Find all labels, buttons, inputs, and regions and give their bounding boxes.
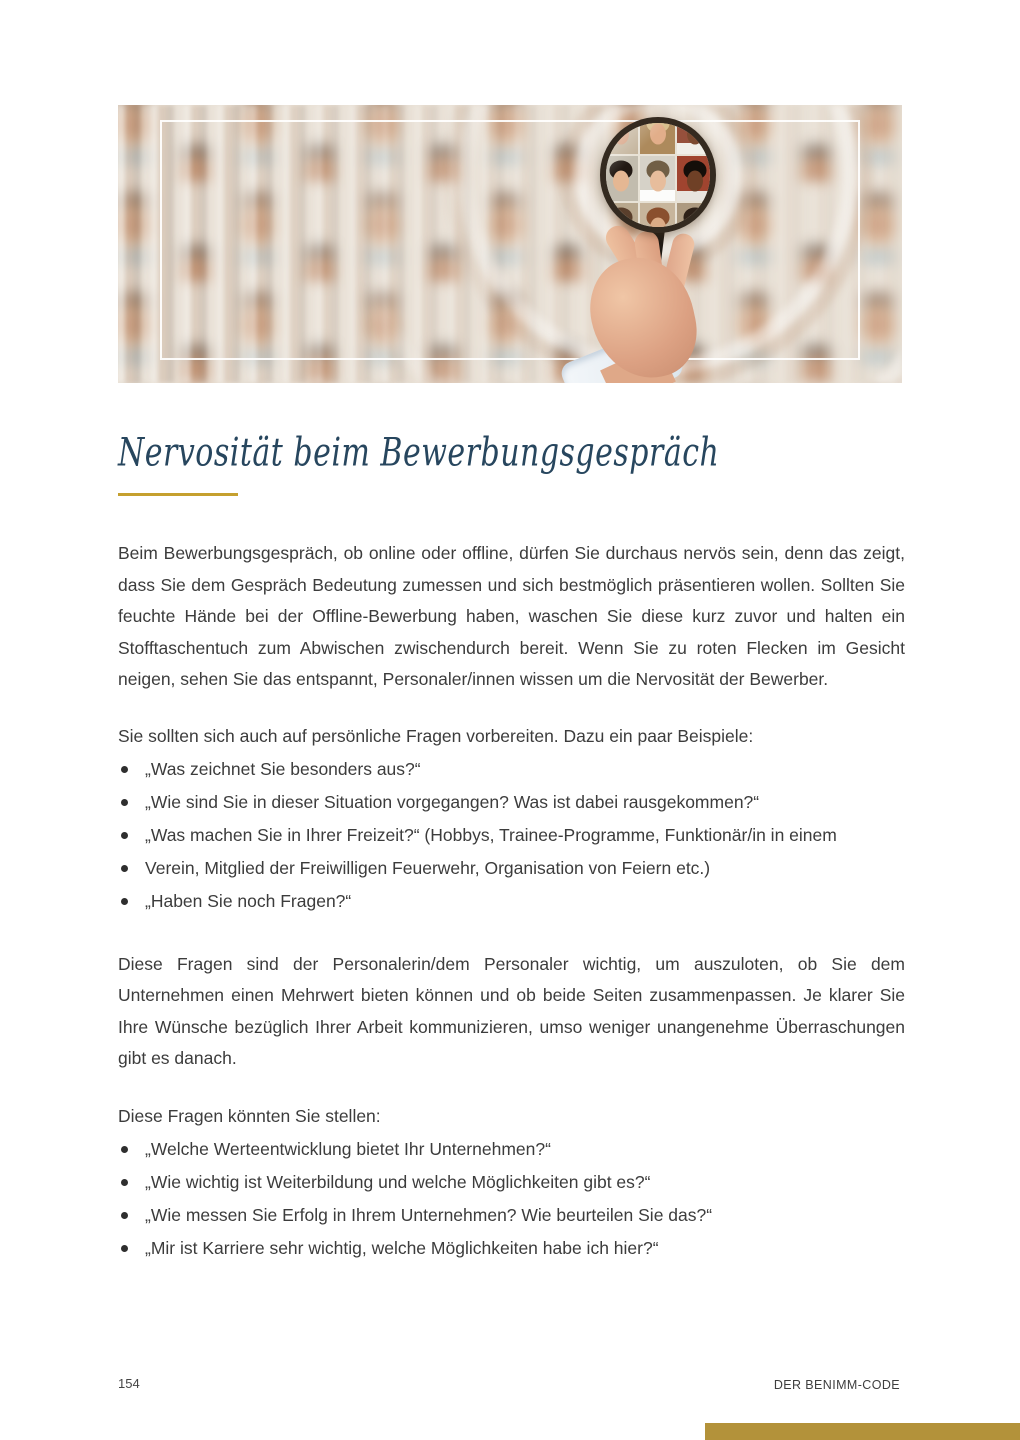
list-item: „Mir ist Karriere sehr wichtig, welche Möglichkeiten habe ich hier?“ bbox=[118, 1232, 905, 1265]
own-questions-list bbox=[118, 1133, 905, 1265]
title-underline bbox=[118, 493, 238, 496]
hero-photo bbox=[118, 105, 902, 383]
list-item: „Haben Sie noch Fragen?“ bbox=[118, 885, 905, 918]
personal-questions-list bbox=[118, 753, 905, 918]
paragraph-nervousness: Beim Bewerbungsgespräch, ob online oder offline, dürfen Sie durchaus nervös sein, denn das zeigt, dass Sie dem Gespräch Bedeutung zumessen und sich bestmöglich präsentieren wollen. Sollten Sie feuchte Hände bei der Offline-Bewerbung haben, waschen Sie diese kurz zuvor und halten ein Stofftaschentuch zum Abwischen zwischendurch bereit. Wenn Sie zu roten Flecken im Gesicht neigen, sehen Sie das entspannt, Personaler/innen wissen um die Nervosität der Bewerber. bbox=[118, 543, 905, 690]
list-item: „Wie wichtig ist Weiterbildung und welche Möglichkeiten gibt es?“ bbox=[118, 1166, 905, 1199]
glass-shine bbox=[606, 123, 710, 227]
list-item: „Wie messen Sie Erfolg in Ihrem Unternehmen? Wie beurteilen Sie das?“ bbox=[118, 1199, 905, 1232]
page-title: Nervosität beim Bewerbungsgespräch bbox=[118, 430, 720, 477]
hand bbox=[118, 105, 902, 383]
list-item: „Was zeichnet Sie besonders aus?“ bbox=[118, 753, 905, 786]
list1-intro: Sie sollten sich auch auf persönliche Fragen vorbereiten. Dazu ein paar Beispiele: bbox=[118, 725, 754, 746]
list-item: „Wie sind Sie in dieser Situation vorgegangen? Was ist dabei rausgekommen?“ bbox=[118, 786, 905, 819]
list-item: „Was machen Sie in Ihrer Freizeit?“ (Hobbys, Trainee-Programme, Funktionär/in in einem bbox=[118, 819, 905, 852]
list-item: „Welche Werteentwicklung bietet Ihr Unternehmen?“ bbox=[118, 1133, 905, 1166]
list-item: Verein, Mitglied der Freiwilligen Feuerwehr, Organisation von Feiern etc.) bbox=[118, 852, 905, 885]
list2-intro: Diese Fragen könnten Sie stellen: bbox=[118, 1105, 381, 1126]
chapter-title-block bbox=[118, 430, 720, 496]
paragraph-recruiter: Diese Fragen sind der Personalerin/dem Personaler wichtig, um auszuloten, ob Sie dem Unternehmen einen Mehrwert bieten können und ob beide Seiten zusammenpassen. Je klarer Sie Ihre Wünsche bezüglich Ihrer Arbeit kommunizieren, umso weniger unangenehme Überraschungen gibt es danach. bbox=[118, 953, 905, 1069]
body-text bbox=[118, 538, 905, 1265]
corner-accent-bar bbox=[705, 1423, 1020, 1440]
running-title: DER BENIMM-CODE bbox=[773, 1378, 900, 1392]
magnifier-icon bbox=[600, 117, 716, 233]
page-number: 154 bbox=[118, 1376, 140, 1391]
